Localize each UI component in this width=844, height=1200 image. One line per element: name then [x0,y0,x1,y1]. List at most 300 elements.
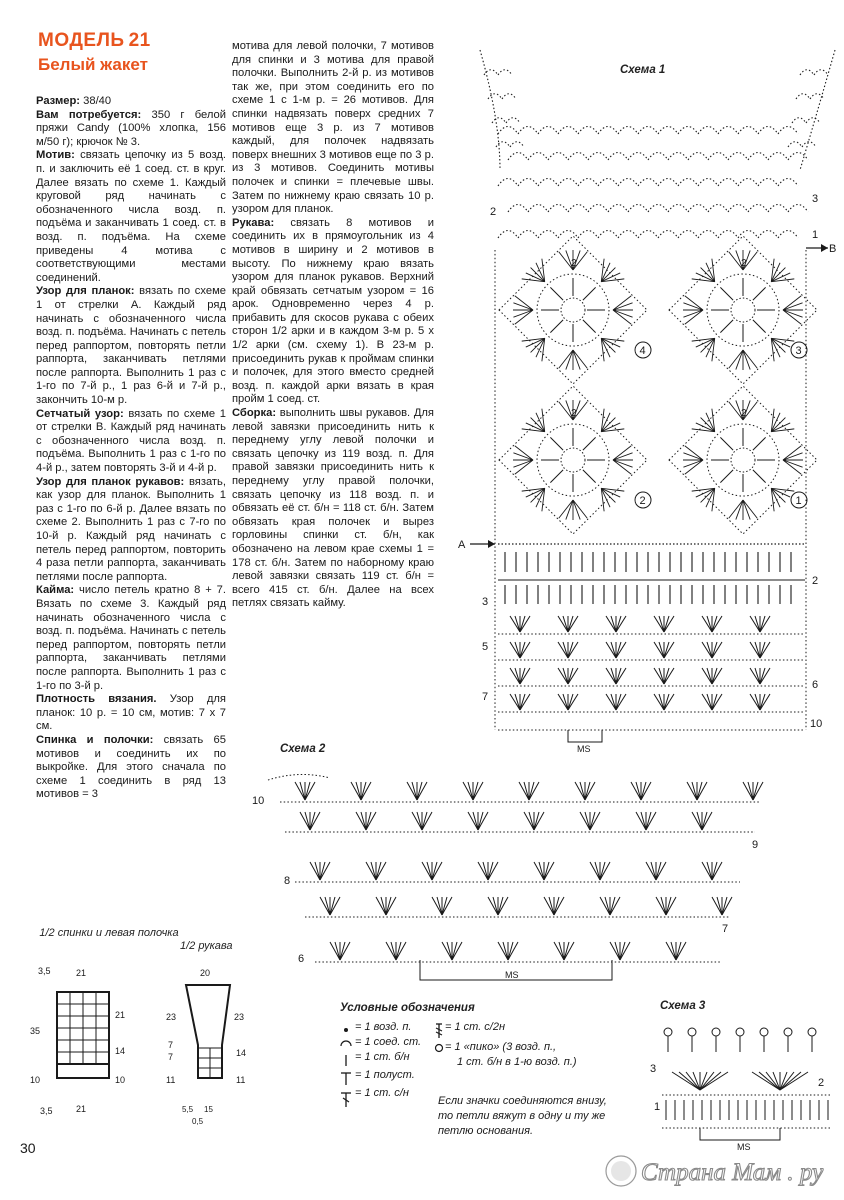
stitch [697,812,702,830]
stitch [683,460,703,467]
stitch [722,897,732,915]
stitch [664,642,674,658]
stitch [783,303,803,310]
stitch [729,350,743,368]
stitch [585,812,590,830]
chain-arch [802,142,816,147]
stitch [330,897,335,915]
chain-arch [806,118,820,123]
scheme-1-title: Схема 1 [620,64,666,76]
stitch [340,942,345,960]
stitch [559,350,573,368]
scheme-3-title: Схема 3 [660,1000,706,1012]
instruction-label: Размер: [36,95,81,107]
stitch [335,942,340,960]
stitch [568,668,573,684]
stitch [616,668,626,684]
legend-item: 1 ст. б/н в 1-ю возд. п.) [457,1056,577,1068]
stitch [707,616,712,632]
stitch [396,942,406,960]
stitch [520,616,525,632]
stitch [683,303,703,310]
stitch [432,862,437,880]
stitch [720,470,733,483]
stitch [386,942,396,960]
stitch [753,287,766,300]
back-pattern-title: 1/2 спинки и левая полочка [39,927,179,939]
stitch [712,616,722,632]
chart-label: 1 [812,229,819,241]
chain-arch [748,153,768,161]
stitch [750,642,760,658]
stitch [508,942,513,960]
stitch [531,488,545,502]
stitch [558,694,568,710]
motif [669,236,817,384]
sleeve-pattern-title: 1/2 рукава [180,940,233,952]
chain-arch [578,127,598,135]
stitch [685,460,703,474]
stitch [488,897,498,915]
stitch [656,897,666,915]
chart-label: 7 [482,691,489,703]
chain-arch [738,179,758,187]
chain-arch [810,94,824,99]
stitch [568,616,578,632]
stitch [412,782,417,800]
chart-label: MS [505,970,519,980]
stitch [549,897,554,915]
chart-label: 11 [236,1075,246,1085]
stitch [524,812,534,830]
chart-label: 3 [650,1063,657,1075]
stitch [478,812,488,830]
chain-arch [728,205,748,213]
stitch [636,782,641,800]
stitch [583,287,596,300]
chart-label: 14 [236,1048,247,1058]
stitch [712,862,722,880]
stitch [510,694,520,710]
stitch [631,782,641,800]
stitch [510,642,520,658]
chain-arch [658,231,678,239]
motif-center-ring [731,448,755,472]
chart-label: 9 [752,839,759,851]
picot [808,1028,816,1036]
stitch [583,320,596,333]
stitch [753,470,766,483]
stitch [539,862,544,880]
stitch [513,310,533,317]
stitch [702,642,712,658]
chain-arch [638,127,658,135]
chart-label: 2 [639,495,646,507]
stitch [654,616,664,632]
model-number: 21 [128,30,151,51]
stitch [417,812,422,830]
stitch [702,862,712,880]
chain-arch [502,94,516,99]
stitch [544,862,554,880]
stitch [611,642,616,658]
stitch [356,812,366,830]
stitch [320,897,330,915]
stitch [513,460,533,467]
stitch [760,668,770,684]
chart-label: 6 [812,679,819,691]
stitch [666,897,671,915]
stitch [520,694,530,710]
stitch [702,812,707,830]
stitch [427,862,432,880]
stitch [376,862,381,880]
stitch [659,694,664,710]
instruction-body: связать 65 мотивов и соединить их по выкройке. Для этого сначала по схеме 1 соединить в ряд 13 мотивов = 3 [36,733,226,801]
chain-arch [708,205,728,213]
instruction-label: Вам потребуется: [36,108,142,121]
instruction-body: вязать по схеме 1 от стрелки В. Каждый ряд начинать с обозначенного числа возд. п. подъёма. Выполнить 1 раз с 1-го по 4-й р., затем повторять 3-й и 4-й р. [36,407,226,475]
stitch [515,460,533,474]
stitch [520,642,530,658]
stitch [417,782,427,800]
chain-arch [538,231,558,239]
chain-arch [568,153,588,161]
stitch [417,782,422,800]
stitch [320,862,330,880]
stitch [676,942,681,960]
stitch [646,862,656,880]
chain-arch [678,179,698,187]
stitch [510,616,520,632]
legend-item: = 1 соед. ст. [355,1036,422,1048]
chain-arch [768,153,788,161]
chain-arch [778,179,798,187]
stitch [736,350,743,370]
stitch [559,942,564,960]
stitch [722,897,727,915]
stitch [717,897,722,915]
stitch [613,310,631,324]
stitch [780,1072,808,1090]
stitch [720,287,733,300]
legend-item: = 1 ст. с/2н [445,1021,506,1033]
stitch [520,694,525,710]
picot [760,1028,768,1036]
stitch [616,668,621,684]
stitch [692,782,697,800]
stitch [573,350,587,368]
stitch [381,897,386,915]
stitch [707,862,712,880]
stitch [305,812,310,830]
stitch [760,668,765,684]
stitch [753,437,766,450]
stitch [310,812,320,830]
chart-label: 2 [818,1077,825,1089]
stitch [483,862,488,880]
stitch [771,268,785,282]
stitch [351,782,361,800]
chain-arch [698,127,718,135]
chain-arch [518,179,538,187]
chain-arch [598,179,618,187]
watermark-graphic [599,1148,834,1194]
stitch [771,338,785,352]
stitch [386,897,391,915]
chain-arch [538,127,558,135]
chain-arch [698,179,718,187]
stitch [583,437,596,450]
stitch [753,782,758,800]
chain-arch [738,231,758,239]
chart-label: 2 [571,258,577,269]
chain-arch [758,179,778,187]
stitch [664,642,669,658]
chart-label: 2 [741,408,747,419]
stitch [473,812,478,830]
chain-arch [668,205,688,213]
stitch [753,782,763,800]
legend-list [355,1020,421,1101]
chain-arch [688,205,708,213]
stitch [515,694,520,710]
motif-center-ring [561,448,585,472]
stitch [664,616,669,632]
stitch [558,668,568,684]
stitch [371,862,376,880]
chain-arch [528,205,548,213]
stitch [697,782,702,800]
stitch [531,418,545,432]
stitch [529,782,539,800]
stitch [529,812,534,830]
chart-label: 2 [490,206,497,218]
stitch [534,862,544,880]
stitch [601,338,615,352]
stitch [755,616,760,632]
stitch [664,694,674,710]
chain-arch [510,142,524,147]
stitch [356,782,361,800]
chart-label: 23 [166,1012,177,1022]
stitch [432,862,442,880]
stitch [568,642,573,658]
stitch [310,812,315,830]
stitch [315,862,320,880]
stitch [780,1072,794,1090]
stitch [558,616,568,632]
stitch [712,668,717,684]
chain-arch [496,142,510,147]
stitch [376,897,386,915]
stitch [573,500,580,520]
chain-arch [548,205,568,213]
stitch [685,296,703,310]
stitch [468,782,473,800]
stitch [683,453,703,460]
stitch [659,668,664,684]
stitch [771,418,785,432]
stitch [478,862,488,880]
stitch [720,437,733,450]
stitch [412,812,422,830]
article-subtitle: Белый жакет [38,55,148,74]
stitch [580,782,585,800]
stitch [376,862,386,880]
stitch [498,897,508,915]
chart-label: 20 [200,968,211,978]
instruction-label: Плотность вязания. [36,693,157,706]
stitch [743,350,757,368]
chain-arch [668,153,688,161]
stitch [568,668,578,684]
stitch [712,616,717,632]
stitch [651,862,656,880]
legend-title: Условные обозначения [340,1002,475,1014]
page-number: 30 [20,1140,36,1156]
instruction-label: Мотив: [36,149,75,162]
stitch [300,782,305,800]
stitch [766,1072,780,1090]
stitch [750,694,760,710]
chart-label: 1 [654,1101,661,1113]
picot [688,1028,696,1036]
stitch [493,897,498,915]
stitch [510,668,520,684]
stitch [712,642,717,658]
scheme-3-chart [650,1028,830,1152]
stitch [712,642,722,658]
stitch [305,782,310,800]
repeat-bracket [568,730,602,742]
stitch [422,862,432,880]
stitch [712,694,722,710]
stitch [760,616,765,632]
instruction-label: Узор для планок рукавов: [36,475,185,488]
stitch [568,642,578,658]
stitch [783,460,803,467]
stitch [641,782,646,800]
chart-label: В [829,243,837,255]
stitch [396,942,401,960]
stitch [755,668,760,684]
stitch [520,642,525,658]
instruction-body: 38/40 [80,95,112,107]
stitch [361,782,366,800]
stitch [515,296,533,310]
stitch [685,446,703,460]
arrow-b-head [821,244,828,252]
chart-label: 3,5 [38,966,51,976]
instruction-label: Узор для планок: [36,285,135,298]
stitch [692,812,702,830]
stitch [661,897,666,915]
stitch [554,897,564,915]
chain-arch [788,142,802,147]
stitch [702,812,712,830]
chain-arch [708,153,728,161]
stitch [320,862,325,880]
chain-arch [800,70,814,75]
stitch [616,642,621,658]
stitch [702,668,712,684]
instruction-body: связать цепочку из 5 возд. п. и заключить её 1 соед. ст. в круг. Далее вязать по схеме 1. Каждый круговой ряд начинать с обозначенного числа возд. п. подъёма и заканчивать 1 соед. ст. в возд. п. подъёма. На схеме приведены 4 мотива с соответствующими местами соединений. [36,149,226,284]
stitch [752,1072,780,1090]
chain-arch [718,179,738,187]
stitch [515,668,520,684]
stitch [366,812,376,830]
instruction-body: вязать, как узор для планок. Выполнить 1 раз с 1-го по 6-й р. Далее вязать по схеме 2. Выполнить 1 раз с 7-го по 10-й р. Каждый ряд начинать с петель перед раппортом, повторить 4 раза петли раппорта, заканчивать петлями после раппорта. [36,475,226,583]
stitch [568,694,578,710]
legend-note-line: петлю основания. [438,1125,534,1137]
stitch [636,812,646,830]
legend-list-2 [445,1020,577,1070]
chart-label: 21 [76,1104,87,1114]
chain-arch [678,231,698,239]
stitch [563,668,568,684]
mesh-arches [480,50,835,238]
stitch [656,862,666,880]
stitch [616,642,626,658]
legend-note-line: Если значки соединяются внизу, [438,1095,607,1107]
stitch [422,812,427,830]
chain-arch [608,153,628,161]
stitch [590,862,600,880]
chart-label: 5 [482,641,489,653]
stitch [760,642,770,658]
chart-label: MS [577,744,591,754]
chain-arch [518,127,538,135]
stitch [503,942,508,960]
instruction-body: Узор для планок: 10 р. = 10 см, мотив: 7 х 7 см. [36,693,226,733]
stitch [729,500,743,518]
chart-label: 4 [639,345,646,357]
stitch [701,338,715,352]
arrow-a-head [488,540,495,548]
chart-label: 2 [812,575,819,587]
chain-arch [800,50,835,170]
stitch [760,694,770,710]
chart-label: 3,5 [40,1106,53,1116]
stitch [743,350,750,370]
stitch [524,782,529,800]
stitch [646,812,651,830]
stitch [300,812,310,830]
stitch [606,642,616,658]
stitch [407,782,417,800]
pattern-schematics [30,966,246,1126]
chart-label: 8 [284,875,291,887]
chain-arch [608,205,628,213]
stitch [361,782,371,800]
chain-arch [558,231,578,239]
legend-item: = 1 «пико» (3 возд. п., [445,1041,557,1053]
chart-label: 15 [204,1105,213,1114]
stitch [697,782,707,800]
legend-item: = 1 ст. с/н [355,1087,409,1099]
chart-label: 21 [115,1010,126,1020]
stitch [558,642,568,658]
stitch [755,642,760,658]
stitch [534,812,539,830]
stitch [760,694,765,710]
chain-arch [748,205,768,213]
stitch [613,460,633,467]
stitch [783,296,801,310]
stitch [564,942,574,960]
stitch [488,862,498,880]
